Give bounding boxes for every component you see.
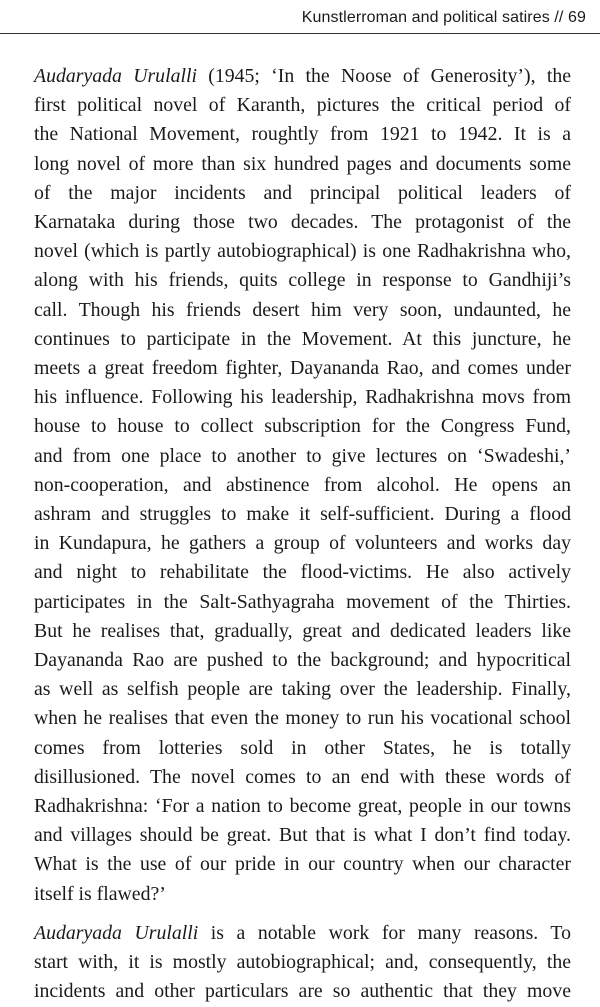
text-line: What is the use of our pride in our country when our character (34, 853, 571, 876)
text-line: along with his friends, quits college in response to Gandhiji’s (34, 269, 571, 292)
header-rule (0, 33, 600, 34)
paragraph-1 (34, 62, 571, 909)
text-line: start with, it is mostly autobiographical; and, consequently, the (34, 951, 571, 974)
text-line: in Kundapura, he gathers a group of volunteers and works day (34, 532, 571, 555)
text-line: ashram and struggles to make it self-sufficient. During a flood (34, 503, 571, 526)
text-line (34, 62, 571, 91)
line-text: (1945; ‘In the Noose of Generosity’), the (196, 65, 571, 87)
text-line: meets a great freedom fighter, Dayananda Rao, and comes under (34, 357, 571, 380)
text-line: But he realises that, gradually, great and dedicated leaders like (34, 619, 571, 642)
text-line: incidents and other particulars are so authentic that they move (34, 980, 571, 1003)
text-line: as well as selfish people are taking over the leadership. Finally, (34, 678, 571, 701)
text-line: Radhakrishna: ‘For a nation to become great, people in our towns (34, 795, 571, 818)
text-line: itself is flawed?’ (34, 882, 166, 905)
italic-title: Audaryada Urulalli (34, 65, 197, 87)
text-line: comes from lotteries sold in other States, he is totally (34, 736, 571, 759)
text-line: and night to rehabilitate the flood-victims. He also actively (34, 561, 571, 584)
text-line: and villages should be great. But that is what I don’t find today. (34, 824, 571, 847)
text-line: call. Though his friends desert him very soon, undaunted, he (34, 298, 571, 321)
text-line: the National Movement, roughtly from 1921 to 1942. It is a (34, 123, 571, 146)
text-line (34, 919, 571, 948)
paragraph-2 (34, 919, 571, 1007)
text-line: and from one place to another to give lectures on ‘Swadeshi,’ (34, 444, 571, 467)
italic-title: Audaryada Urulalli (34, 921, 199, 944)
text-line: his influence. Following his leadership, Radhakrishna movs from (34, 386, 571, 409)
text-line: of the major incidents and principal political leaders of (34, 181, 571, 204)
text-line: Karnataka during those two decades. The protagonist of the (34, 211, 571, 234)
body-text (34, 62, 571, 1007)
text-line: when he realises that even the money to run his vocational school (34, 707, 571, 730)
text-line: participates in the Salt-Sathyagraha movement of the Thirties. (34, 590, 571, 613)
text-line: long novel of more than six hundred pages and documents some (34, 152, 571, 175)
line-text: is a notable work for many reasons. To (198, 921, 571, 944)
running-header: Kunstlerroman and political satires // 69 (301, 9, 586, 26)
text-line: first political novel of Karanth, pictures the critical period of (34, 94, 571, 117)
text-line: continues to participate in the Movement. At this juncture, he (34, 327, 571, 350)
text-line: novel (which is partly autobiographical) is one Radhakrishna who, (34, 240, 571, 263)
text-line: non-cooperation, and abstinence from alcohol. He opens an (34, 473, 571, 496)
text-line: disillusioned. The novel comes to an end with these words of (34, 765, 571, 788)
text-line: house to house to collect subscription for the Congress Fund, (34, 415, 571, 438)
text-line: Dayananda Rao are pushed to the background; and hypocritical (34, 649, 571, 672)
